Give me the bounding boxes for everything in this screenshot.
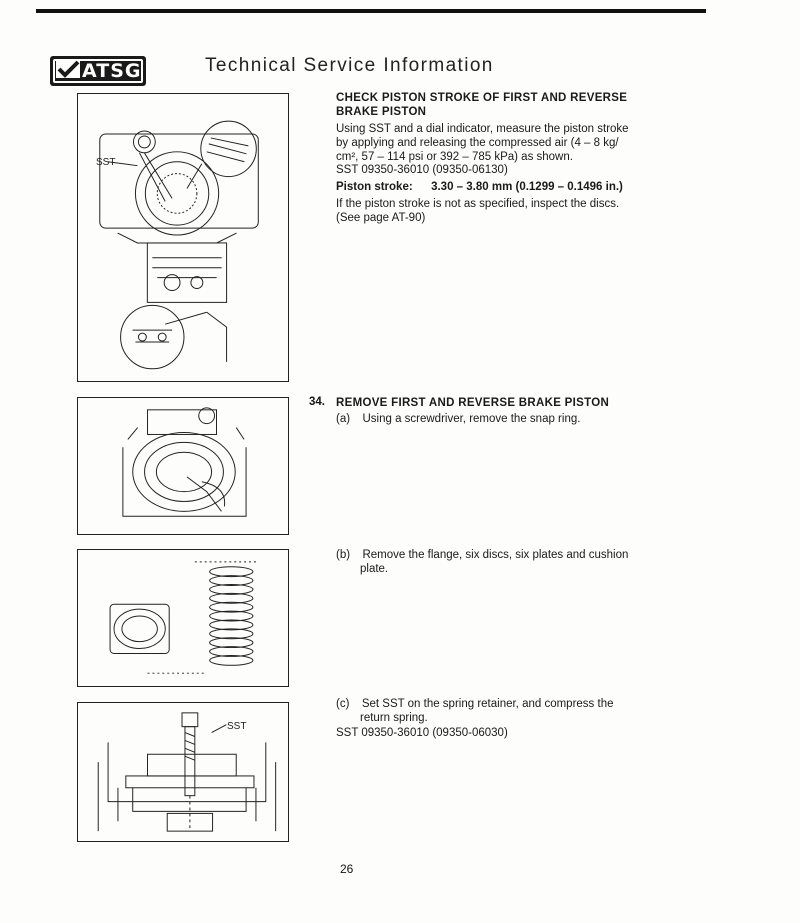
note-paragraph	[336, 197, 619, 225]
step-b	[336, 548, 628, 562]
figure-discs-plates	[77, 549, 289, 687]
logo-text: ATSG	[82, 60, 142, 82]
page-number: 26	[340, 862, 354, 876]
step-c-label: (c)	[336, 698, 350, 710]
page-title: Technical Service Information	[205, 55, 494, 76]
step-a	[336, 412, 580, 426]
atsg-logo	[50, 56, 146, 86]
step-c	[336, 697, 613, 711]
note-line: If the piston stroke is not as specified, inspect the discs.	[336, 198, 620, 210]
note-line: (See page AT-90)	[336, 212, 426, 224]
sst-figure-label: SST	[96, 157, 116, 168]
paragraph-line: cm², 57 – 114 psi or 392 – 785 kPa) as shown.	[336, 151, 573, 163]
top-rule	[36, 9, 706, 13]
heading-line: CHECK PISTON STROKE OF FIRST AND REVERSE	[336, 92, 628, 104]
spec-value: 3.30 – 3.80 mm (0.1299 – 0.1496 in.)	[431, 181, 623, 193]
heading-line: BRAKE PISTON	[336, 106, 427, 118]
step-a-text: Using a screwdriver, remove the snap ring.	[362, 413, 581, 425]
step-b-line2: plate.	[360, 563, 389, 575]
checkmark-icon	[56, 60, 80, 78]
step-a-label: (a)	[336, 413, 351, 425]
step-number: 34.	[309, 396, 325, 408]
figure-spring-compressor-drawing	[78, 703, 288, 841]
figure-discs-plates-drawing	[78, 550, 288, 686]
figure-snap-ring	[77, 397, 289, 535]
paragraph-line: Using SST and a dial indicator, measure the piston stroke	[336, 123, 629, 135]
figure-snap-ring-drawing	[78, 398, 288, 534]
step-heading: REMOVE FIRST AND REVERSE BRAKE PISTON	[336, 397, 610, 409]
step-b-line1: Remove the flange, six discs, six plates and cushion	[362, 549, 629, 561]
section-heading	[336, 91, 627, 119]
sst-number: SST 09350-36010 (09350-06130)	[336, 164, 508, 176]
spec-label: Piston stroke:	[336, 181, 413, 193]
step-c-line2: return spring.	[360, 712, 428, 724]
figure-piston-stroke	[77, 93, 289, 382]
step-c-line1: Set SST on the spring retainer, and compress the	[361, 698, 614, 710]
instruction-paragraph	[336, 122, 656, 164]
step-b-label: (b)	[336, 549, 351, 561]
sst-figure-label: SST	[227, 721, 247, 732]
paragraph-line: by applying and releasing the compressed air (4 – 8 kg/	[336, 137, 619, 149]
figure-piston-stroke-drawing	[78, 94, 288, 381]
figure-spring-compressor	[77, 702, 289, 842]
spec-line	[336, 180, 623, 194]
step-c-sst: SST 09350-36010 (09350-06030)	[336, 727, 508, 739]
